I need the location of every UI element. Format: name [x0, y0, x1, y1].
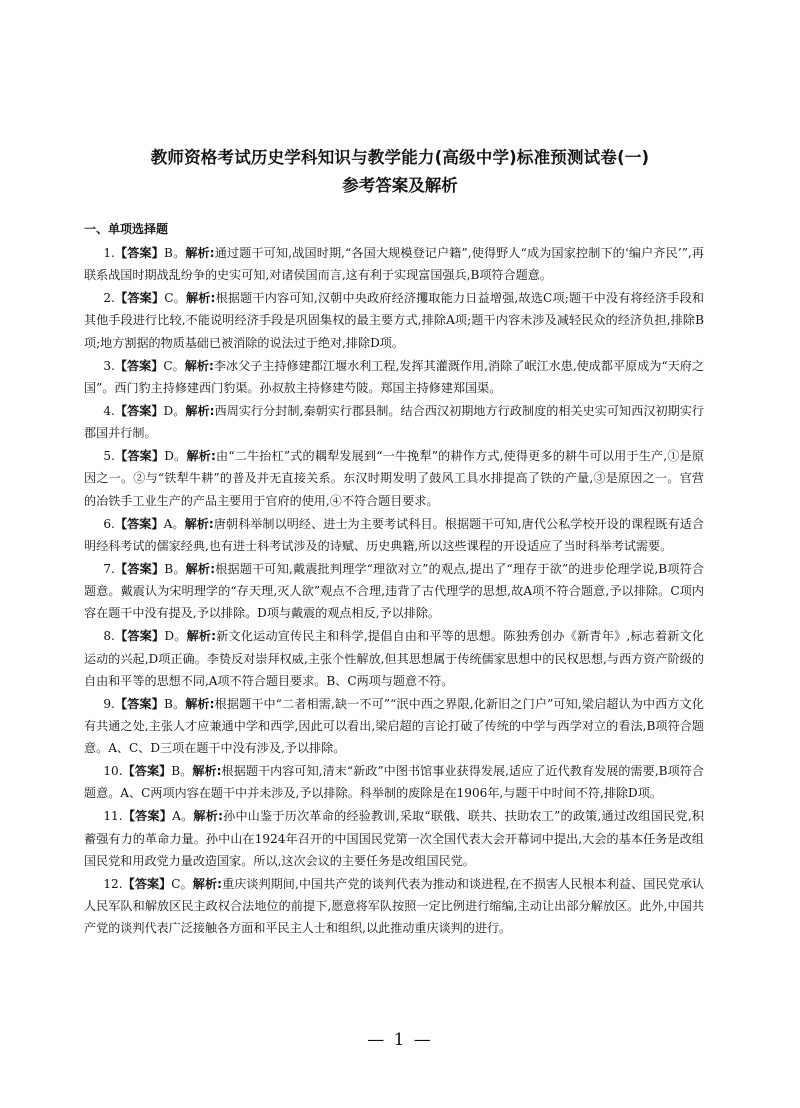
answer-label: 【答案】: [114, 291, 165, 306]
analysis-text: 李冰父子主持修建都江堰水利工程,发挥其灌溉作用,消除了岷江水患,使成都平原成为“天府之国”。西门豹主持修建西门豹渠。孙叔敖主持修建芍陂。郑国主持修建郑国渠。: [84, 358, 704, 395]
analysis-label: 解析:: [186, 449, 216, 464]
answer-number: 12.: [103, 876, 123, 891]
analysis-text: 根据题干内容可知,汉朝中央政府经济攫取能力日益增强,故选C项;题干中没有将经济手段和其他手段进行比较,不能说明经济手段是巩固集权的最主要方式,排除A项;题干内容未涉及减轻民众的经济负担,排除B项;地方割据的物质基础已被消除的说法过于绝对,排除D项。: [84, 291, 704, 350]
answer-item-1: [84, 242, 704, 287]
answer-number: 11.: [103, 809, 123, 824]
answer-number: 6.: [103, 516, 115, 531]
answer-label: 【答案】: [114, 358, 164, 373]
answer-item-11: [84, 805, 704, 872]
analysis-text: 西周实行分封制,秦朝实行郡县制。结合西汉初期地方行政制度的相关史实可知西汉初期实行郡国并行制。: [84, 403, 704, 441]
answer-label: 【答案】: [122, 764, 172, 779]
answer-label: 【答案】: [114, 696, 164, 711]
answer-item-3: [84, 355, 704, 400]
page-number: — 1 —: [367, 1030, 433, 1050]
answer-label: 【答案】: [114, 246, 165, 260]
analysis-label: 解析:: [192, 764, 222, 779]
analysis-text: 由“二牛抬杠”式的耦犁发展到“一牛挽犁”的耕作方式,使得更多的耕牛可以用于生产,①是原因之一。②与“铁犁牛耕”的普及并无直接关系。东汉时期发明了鼓风工具水排提高了铁的产量,③是原因之一。官营的冶铁手工业生产的产品主要用于官府的使用,④不符合题目要求。: [84, 449, 705, 508]
answer-letter: D。: [163, 403, 186, 418]
analysis-label: 解析:: [185, 403, 215, 418]
analysis-label: 解析:: [192, 876, 222, 891]
answer-label: 【答案】: [114, 516, 164, 531]
answer-letter: C。: [171, 876, 193, 891]
answer-label: 【答案】: [114, 403, 164, 418]
answer-letter: C。: [163, 358, 185, 373]
answer-label: 【答案】: [114, 449, 165, 464]
analysis-text: 重庆谈判期间,中国共产党的谈判代表为推动和谈进程,在不损害人民根本利益、国民党承认人民军队和解放区民主政权合法地位的前提下,愿意将军队按照一定比例进行缩编,主动让出部分解放区。此外,中国共产党的谈判代表广泛接触各方面和平民主人士和组织,以此推动重庆谈判的进行。: [84, 876, 704, 936]
answer-item-6: [84, 513, 704, 558]
answer-letter: B。: [163, 696, 186, 711]
answer-label: 【答案】: [114, 561, 165, 576]
answer-item-2: [84, 287, 704, 354]
answer-item-10: [84, 760, 704, 805]
answer-item-4: [84, 400, 704, 445]
answer-label: 【答案】: [122, 876, 172, 891]
answer-number: 4.: [103, 403, 115, 418]
answer-item-7: [84, 558, 704, 625]
answer-number: 5.: [103, 449, 115, 464]
analysis-text: 通过题干可知,战国时期,“各国大规模登记户籍”,使得野人“成为国家控制下的‘编户齐民’”,再联系战国时期战乱纷争的史实可知,对诸侯国而言,这有利于实现富国强兵,B项符合题意。: [84, 246, 704, 283]
analysis-label: 解析:: [185, 246, 215, 260]
section-heading: 一、单项选择题: [84, 222, 169, 236]
analysis-label: 解析:: [184, 358, 214, 373]
answer-number: 10.: [103, 764, 123, 779]
answer-item-5: [84, 445, 704, 512]
answer-number: 7.: [103, 561, 115, 576]
answer-letter: A。: [163, 516, 185, 531]
answers-content: [84, 218, 704, 940]
analysis-label: 解析:: [193, 809, 223, 824]
answer-number: 8.: [103, 629, 115, 644]
answer-letter: B。: [164, 246, 186, 260]
answer-letter: B。: [171, 764, 193, 779]
analysis-text: 孙中山鉴于历次革命的经验教训,采取“联俄、联共、扶助农工”的政策,通过改组国民党,积蓄强有力的革命力量。孙中山在1924年召开的中国国民党第一次全国代表大会开幕词中提出,大会的基本任务是改组国民党和用政党力量改造国家。所以,这次会议的主要任务是改组国民党。: [84, 809, 704, 868]
analysis-label: 解析:: [186, 629, 217, 644]
analysis-text: 根据题干可知,戴震批判理学“理欲对立”的观点,提出了“理存于欲”的进步伦理学说,B项符合题意。戴震认为宋明理学的“存天理,灭人欲”观点不合理,违背了古代理学的思想,故A项不符合题意,予以排除。C项内容在题干中没有提及,予以排除。D项与戴震的观点相反,予以排除。: [84, 561, 704, 621]
analysis-text: 根据题干中“二者相需,缺一不可”“泯中西之界限,化新旧之门户”可知,梁启超认为中西方文化有共通之处,主张人才应兼通中学和西学,因此可以看出,梁启超的言论打破了传统的中学与西学对立的看法,B项符合题意。A、C、D三项在题干中没有涉及,予以排除。: [84, 696, 704, 756]
answer-item-8: [84, 625, 704, 692]
analysis-text: 唐朝科举制以明经、进士为主要考试科目。根据题干可知,唐代公私学校开设的课程既有适合明经科考试的儒家经典,也有进士科考试涉及的诗赋、历史典籍,所以这些课程的开设适应了当时科举考试需要。: [84, 516, 704, 553]
answer-label: 【答案】: [122, 809, 173, 824]
answer-item-9: [84, 693, 704, 760]
answer-letter: C。: [164, 291, 186, 306]
answer-letter: D。: [164, 449, 187, 464]
analysis-text: 根据题干内容可知,清末“新政”中图书馆事业获得发展,适应了近代教育发展的需要,B项符合题意。A、C两项内容在题干中并未涉及,予以排除。科举制的废除是在1906年,与题干中时间不符,排除D项。: [84, 764, 704, 801]
answer-label: 【答案】: [114, 629, 165, 644]
analysis-label: 解析:: [185, 561, 216, 576]
answer-number: 2.: [103, 291, 115, 306]
answer-letter: B。: [164, 561, 186, 576]
answer-letter: D。: [164, 629, 187, 644]
analysis-label: 解析:: [185, 696, 215, 711]
analysis-text: 新文化运动宣传民主和科学,提倡自由和平等的思想。陈独秀创办《新青年》,标志着新文化运动的兴起,D项正确。李贽反对崇拜权威,主张个性解放,但其思想属于传统儒家思想中的民权思想,与西方资产阶级的自由和平等的思想不同,A项不符合题目要求。B、C两项与题意不符。: [84, 629, 704, 688]
answer-letter: A。: [172, 809, 194, 824]
title-block: [60, 146, 740, 198]
analysis-label: 解析:: [184, 516, 214, 531]
page-subtitle: 参考答案及解析: [342, 176, 458, 195]
answer-number: 3.: [103, 358, 115, 373]
page-title: 教师资格考试历史学科知识与教学能力(高级中学)标准预测试卷(一): [150, 148, 650, 167]
answer-item-12: [84, 873, 704, 940]
answer-number: 1.: [103, 246, 115, 260]
answer-number: 9.: [103, 696, 115, 711]
analysis-label: 解析:: [185, 291, 216, 306]
